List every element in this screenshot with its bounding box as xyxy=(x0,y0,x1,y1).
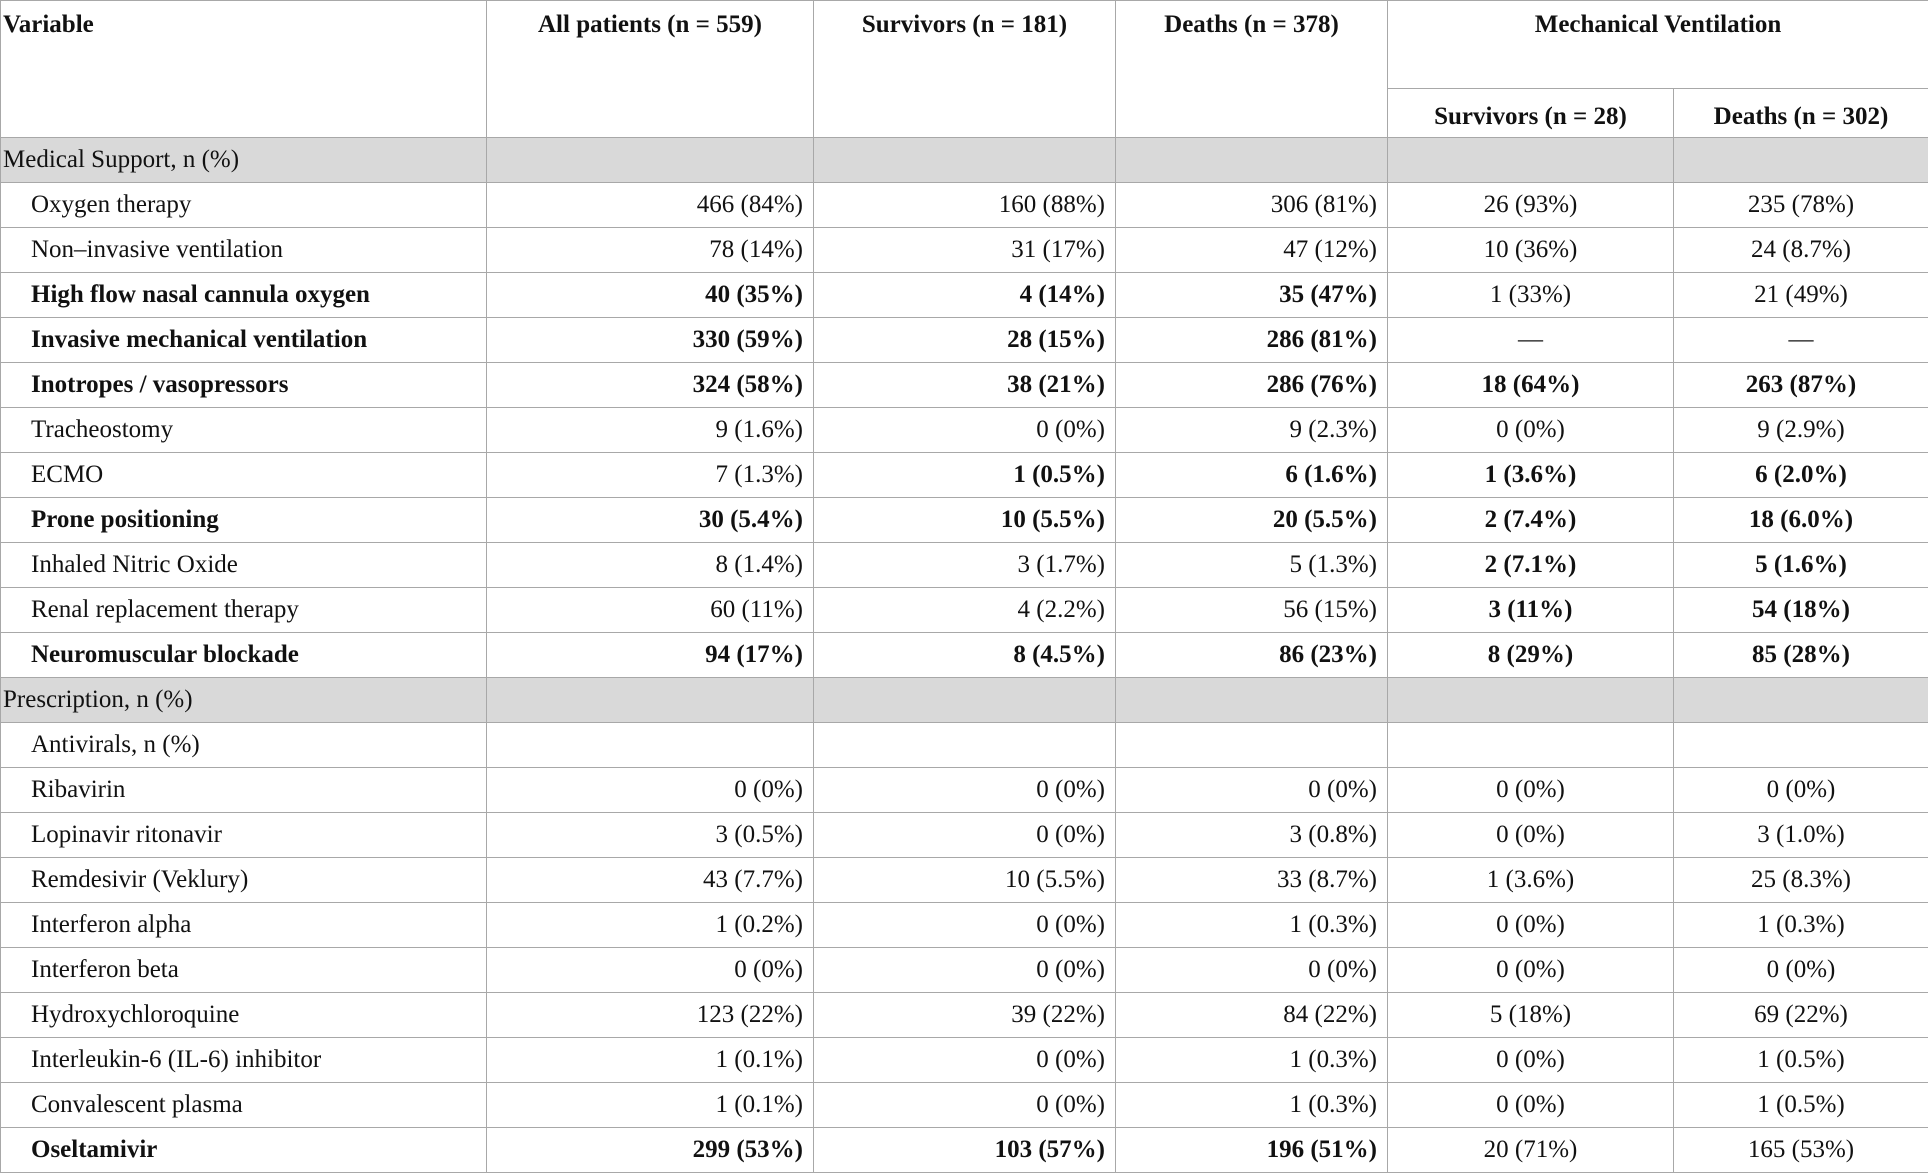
table-row xyxy=(1,408,1928,453)
header-deaths: Deaths (n = 378) xyxy=(1116,1,1388,138)
header-all-patients: All patients (n = 559) xyxy=(487,1,814,138)
cell-value: 8 (1.4%) xyxy=(487,543,814,588)
section-empty-cell xyxy=(814,678,1116,723)
cell-value: 33 (8.7%) xyxy=(1116,858,1388,903)
cell-value: — xyxy=(1674,318,1928,363)
section-empty-cell xyxy=(814,138,1116,183)
cell-value: 1 (3.6%) xyxy=(1388,858,1674,903)
cell-value: 235 (78%) xyxy=(1674,183,1928,228)
cell-value: 60 (11%) xyxy=(487,588,814,633)
cell-value: 3 (0.5%) xyxy=(487,813,814,858)
table-row xyxy=(1,1128,1928,1173)
cell-value: 30 (5.4%) xyxy=(487,498,814,543)
cell-value: 0 (0%) xyxy=(1388,1038,1674,1083)
cell-value: 78 (14%) xyxy=(487,228,814,273)
row-label: Oxygen therapy xyxy=(1,183,487,228)
row-label: Interferon alpha xyxy=(1,903,487,948)
cell-value: 6 (1.6%) xyxy=(1116,453,1388,498)
table-row xyxy=(1,858,1928,903)
section-empty-cell xyxy=(1674,678,1928,723)
header-mv-survivors: Survivors (n = 28) xyxy=(1388,89,1674,138)
cell-value: 8 (29%) xyxy=(1388,633,1674,678)
cell-value: 1 (33%) xyxy=(1388,273,1674,318)
cell-value: 94 (17%) xyxy=(487,633,814,678)
row-label: Tracheostomy xyxy=(1,408,487,453)
cell-value: 1 (0.3%) xyxy=(1116,903,1388,948)
cell-value: 21 (49%) xyxy=(1674,273,1928,318)
cell-value: 0 (0%) xyxy=(814,813,1116,858)
section-title: Medical Support, n (%) xyxy=(1,138,487,183)
cell-value: 35 (47%) xyxy=(1116,273,1388,318)
cell-value: 0 (0%) xyxy=(814,1083,1116,1128)
cell-value: 85 (28%) xyxy=(1674,633,1928,678)
row-label: Convalescent plasma xyxy=(1,1083,487,1128)
cell-value xyxy=(1116,723,1388,768)
cell-value: 43 (7.7%) xyxy=(487,858,814,903)
row-label: Interferon beta xyxy=(1,948,487,993)
cell-value: 286 (81%) xyxy=(1116,318,1388,363)
row-label: Invasive mechanical ventilation xyxy=(1,318,487,363)
table-row xyxy=(1,543,1928,588)
cell-value: 263 (87%) xyxy=(1674,363,1928,408)
cell-value: 299 (53%) xyxy=(487,1128,814,1173)
cell-value: 0 (0%) xyxy=(1388,1083,1674,1128)
section-empty-cell xyxy=(1116,678,1388,723)
cell-value: 4 (2.2%) xyxy=(814,588,1116,633)
cell-value: 39 (22%) xyxy=(814,993,1116,1038)
cell-value xyxy=(814,723,1116,768)
cell-value xyxy=(1674,723,1928,768)
section-empty-cell xyxy=(1388,138,1674,183)
cell-value: 86 (23%) xyxy=(1116,633,1388,678)
cell-value: 7 (1.3%) xyxy=(487,453,814,498)
cell-value: 4 (14%) xyxy=(814,273,1116,318)
cell-value: 165 (53%) xyxy=(1674,1128,1928,1173)
cell-value xyxy=(1388,723,1674,768)
header-survivors: Survivors (n = 181) xyxy=(814,1,1116,138)
cell-value: 0 (0%) xyxy=(487,768,814,813)
cell-value: 1 (0.3%) xyxy=(1674,903,1928,948)
cell-value: 466 (84%) xyxy=(487,183,814,228)
cell-value: 20 (71%) xyxy=(1388,1128,1674,1173)
cell-value: 0 (0%) xyxy=(814,768,1116,813)
cell-value: 0 (0%) xyxy=(487,948,814,993)
table-row xyxy=(1,498,1928,543)
cell-value: 286 (76%) xyxy=(1116,363,1388,408)
cell-value: 8 (4.5%) xyxy=(814,633,1116,678)
cell-value: 24 (8.7%) xyxy=(1674,228,1928,273)
cell-value: 3 (11%) xyxy=(1388,588,1674,633)
row-label: Oseltamivir xyxy=(1,1128,487,1173)
cell-value: 5 (1.6%) xyxy=(1674,543,1928,588)
cell-value: 196 (51%) xyxy=(1116,1128,1388,1173)
cell-value: 0 (0%) xyxy=(1388,903,1674,948)
cell-value: 3 (0.8%) xyxy=(1116,813,1388,858)
cell-value: 306 (81%) xyxy=(1116,183,1388,228)
cell-value: 9 (1.6%) xyxy=(487,408,814,453)
cell-value: 54 (18%) xyxy=(1674,588,1928,633)
table-row xyxy=(1,633,1928,678)
table-row xyxy=(1,723,1928,768)
cell-value: 6 (2.0%) xyxy=(1674,453,1928,498)
cell-value: 2 (7.1%) xyxy=(1388,543,1674,588)
cell-value xyxy=(487,723,814,768)
cell-value: 0 (0%) xyxy=(814,948,1116,993)
cell-value: 20 (5.5%) xyxy=(1116,498,1388,543)
cell-value: 1 (0.5%) xyxy=(1674,1038,1928,1083)
table-row xyxy=(1,813,1928,858)
row-label: Hydroxychloroquine xyxy=(1,993,487,1038)
cell-value: 0 (0%) xyxy=(1388,813,1674,858)
section-title: Prescription, n (%) xyxy=(1,678,487,723)
row-label: Interleukin-6 (IL-6) inhibitor xyxy=(1,1038,487,1083)
cell-value: 9 (2.9%) xyxy=(1674,408,1928,453)
cell-value: 1 (0.2%) xyxy=(487,903,814,948)
cell-value: 1 (3.6%) xyxy=(1388,453,1674,498)
cell-value: 1 (0.3%) xyxy=(1116,1083,1388,1128)
cell-value: 0 (0%) xyxy=(814,903,1116,948)
cell-value: 18 (64%) xyxy=(1388,363,1674,408)
cell-value: 10 (5.5%) xyxy=(814,858,1116,903)
row-label: Non–invasive ventilation xyxy=(1,228,487,273)
table-row xyxy=(1,1083,1928,1128)
table-row xyxy=(1,228,1928,273)
cell-value: 160 (88%) xyxy=(814,183,1116,228)
header-mechanical-ventilation: Mechanical Ventilation xyxy=(1388,1,1928,89)
table-row xyxy=(1,588,1928,633)
cell-value: 1 (0.3%) xyxy=(1116,1038,1388,1083)
table-body xyxy=(1,138,1928,1173)
section-empty-cell xyxy=(1674,138,1928,183)
table-row xyxy=(1,1038,1928,1083)
cell-value: 18 (6.0%) xyxy=(1674,498,1928,543)
cell-value: 330 (59%) xyxy=(487,318,814,363)
cell-value: 0 (0%) xyxy=(1674,948,1928,993)
table-header xyxy=(1,1,1928,138)
cell-value: 0 (0%) xyxy=(1388,408,1674,453)
cell-value: 1 (0.1%) xyxy=(487,1083,814,1128)
cell-value: 25 (8.3%) xyxy=(1674,858,1928,903)
row-label: Renal replacement therapy xyxy=(1,588,487,633)
row-label: Neuromuscular blockade xyxy=(1,633,487,678)
row-label: Inotropes / vasopressors xyxy=(1,363,487,408)
cell-value: 0 (0%) xyxy=(1116,948,1388,993)
cell-value: 1 (0.5%) xyxy=(814,453,1116,498)
cell-value: 40 (35%) xyxy=(487,273,814,318)
cell-value: 69 (22%) xyxy=(1674,993,1928,1038)
section-empty-cell xyxy=(1116,138,1388,183)
section-row xyxy=(1,678,1928,723)
cell-value: 84 (22%) xyxy=(1116,993,1388,1038)
cell-value: 56 (15%) xyxy=(1116,588,1388,633)
section-row xyxy=(1,138,1928,183)
cell-value: 38 (21%) xyxy=(814,363,1116,408)
cell-value: 0 (0%) xyxy=(814,408,1116,453)
table-row xyxy=(1,273,1928,318)
cell-value: 0 (0%) xyxy=(1116,768,1388,813)
row-label: High flow nasal cannula oxygen xyxy=(1,273,487,318)
cell-value: 47 (12%) xyxy=(1116,228,1388,273)
cell-value: 3 (1.0%) xyxy=(1674,813,1928,858)
cell-value: 10 (5.5%) xyxy=(814,498,1116,543)
row-label: Inhaled Nitric Oxide xyxy=(1,543,487,588)
cell-value: 3 (1.7%) xyxy=(814,543,1116,588)
table-row xyxy=(1,183,1928,228)
header-variable: Variable xyxy=(1,1,487,138)
cell-value: 123 (22%) xyxy=(487,993,814,1038)
row-label: Prone positioning xyxy=(1,498,487,543)
row-label: Lopinavir ritonavir xyxy=(1,813,487,858)
section-empty-cell xyxy=(487,138,814,183)
table-row xyxy=(1,993,1928,1038)
table-row xyxy=(1,903,1928,948)
row-label: Remdesivir (Veklury) xyxy=(1,858,487,903)
cell-value: 0 (0%) xyxy=(814,1038,1116,1083)
section-empty-cell xyxy=(1388,678,1674,723)
cell-value: 26 (93%) xyxy=(1388,183,1674,228)
cell-value: 9 (2.3%) xyxy=(1116,408,1388,453)
row-label: Antivirals, n (%) xyxy=(1,723,487,768)
cell-value: 324 (58%) xyxy=(487,363,814,408)
header-mv-deaths: Deaths (n = 302) xyxy=(1674,89,1928,138)
cell-value: 0 (0%) xyxy=(1674,768,1928,813)
row-label: Ribavirin xyxy=(1,768,487,813)
table-row xyxy=(1,363,1928,408)
cell-value: 28 (15%) xyxy=(814,318,1116,363)
cell-value: 0 (0%) xyxy=(1388,948,1674,993)
cell-value: 2 (7.4%) xyxy=(1388,498,1674,543)
cell-value: 1 (0.1%) xyxy=(487,1038,814,1083)
cell-value: — xyxy=(1388,318,1674,363)
table-row xyxy=(1,453,1928,498)
cell-value: 0 (0%) xyxy=(1388,768,1674,813)
cell-value: 1 (0.5%) xyxy=(1674,1083,1928,1128)
cell-value: 5 (18%) xyxy=(1388,993,1674,1038)
cell-value: 10 (36%) xyxy=(1388,228,1674,273)
section-empty-cell xyxy=(487,678,814,723)
table-row xyxy=(1,318,1928,363)
cell-value: 103 (57%) xyxy=(814,1128,1116,1173)
table-row xyxy=(1,948,1928,993)
cell-value: 5 (1.3%) xyxy=(1116,543,1388,588)
cell-value: 31 (17%) xyxy=(814,228,1116,273)
row-label: ECMO xyxy=(1,453,487,498)
table-row xyxy=(1,768,1928,813)
